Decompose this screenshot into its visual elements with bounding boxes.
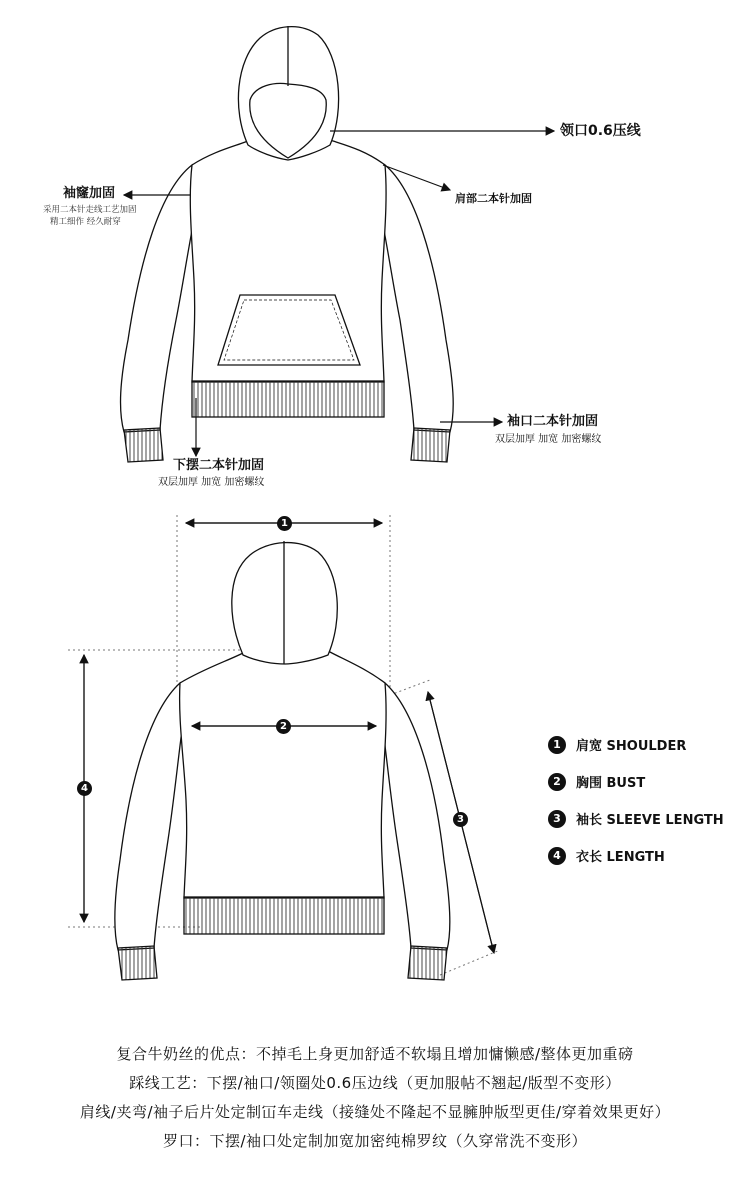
legend-label: 胸围 BUST <box>576 776 646 791</box>
front-right-sleeve <box>382 165 453 432</box>
cuff-callout-title: 袖口二本针加固 <box>507 414 599 429</box>
front-left-cuff <box>124 428 163 462</box>
legend-item-length <box>548 837 724 874</box>
hem-callout-title: 下摆二本针加固 <box>173 458 265 473</box>
armhole-callout-line1: 采用二本针走线工艺加固 <box>43 205 137 215</box>
armhole-callout-line2: 精工细作 经久耐穿 <box>50 217 121 227</box>
back-left-sleeve <box>115 683 182 950</box>
front-body <box>190 140 386 382</box>
legend-item-bust <box>548 763 724 800</box>
legend-label: 袖长 SLEEVE LENGTH <box>576 813 724 828</box>
note-fabric: 复合牛奶丝的优点：不掉毛上身更加舒适不软塌且增加慵懒感/整体更加重磅 <box>116 1045 634 1063</box>
front-right-cuff <box>411 428 450 462</box>
legend-label: 肩宽 SHOULDER <box>576 739 687 754</box>
dimension-marker-3: 3 <box>453 812 468 827</box>
legend-item-sleeve-length <box>548 800 724 837</box>
back-left-cuff <box>118 946 157 980</box>
legend-number-badge: 4 <box>548 847 566 865</box>
measurement-legend <box>548 726 724 874</box>
cuff-callout-line1: 双层加厚 加宽 加密螺纹 <box>495 434 602 445</box>
armhole-callout-title: 袖窿加固 <box>63 186 116 201</box>
note-stitching: 踩线工艺：下摆/袖口/领圈处0.6压边线（更加服帖不翘起/版型不变形） <box>129 1074 621 1092</box>
legend-item-shoulder <box>548 726 724 763</box>
legend-number-badge: 3 <box>548 810 566 828</box>
dimension-marker-1: 1 <box>277 516 292 531</box>
product-notes <box>0 1040 750 1156</box>
collar-callout-title: 领口0.6压线 <box>560 123 641 139</box>
front-view-hoodie <box>121 26 454 462</box>
back-body <box>180 652 386 898</box>
dimension-marker-2: 2 <box>276 719 291 734</box>
legend-number-badge: 2 <box>548 773 566 791</box>
note-seams: 肩线/夹弯/袖子后片处定制冚车走线（接缝处不隆起不显臃肿版型更佳/穿着效果更好） <box>79 1103 671 1121</box>
note-rib: 罗口：下摆/袖口处定制加宽加密纯棉罗纹（久穿常洗不变形） <box>162 1132 588 1150</box>
back-right-sleeve <box>383 683 450 950</box>
dimension-marker-4: 4 <box>77 781 92 796</box>
front-hem-rib <box>192 381 384 417</box>
back-right-cuff <box>408 946 447 980</box>
back-hem-rib <box>184 897 384 934</box>
legend-label: 衣长 LENGTH <box>576 850 665 865</box>
shoulder-callout-title: 肩部二本针加固 <box>455 192 532 205</box>
legend-number-badge: 1 <box>548 736 566 754</box>
hem-callout-line1: 双层加厚 加宽 加密螺纹 <box>158 477 265 488</box>
back-view-hoodie <box>115 541 450 980</box>
